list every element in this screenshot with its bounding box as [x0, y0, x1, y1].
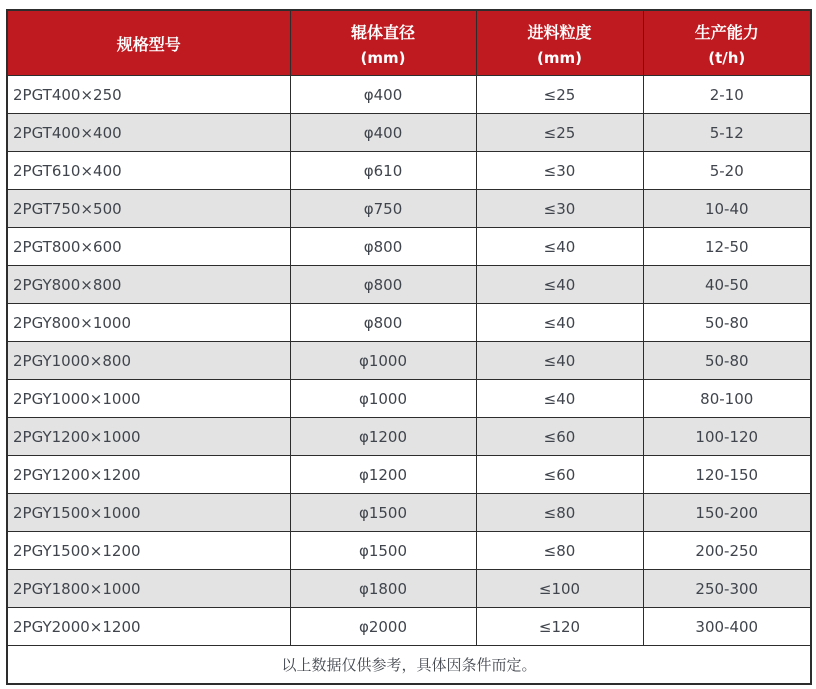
table-footer-note: 以上数据仅供参考，具体因条件而定。 — [7, 646, 811, 685]
table-row — [7, 570, 811, 608]
cell-roller-diameter: φ610 — [290, 152, 476, 190]
column-title: 生产能力 — [694, 22, 759, 42]
table-row — [7, 304, 811, 342]
cell-roller-diameter: φ1800 — [290, 570, 476, 608]
cell-model: 2PGY1800×1000 — [7, 570, 290, 608]
cell-roller-diameter: φ2000 — [290, 608, 476, 646]
table-row — [7, 532, 811, 570]
cell-model: 2PGY1000×1000 — [7, 380, 290, 418]
cell-capacity: 10-40 — [643, 190, 811, 228]
cell-feed-size: ≤25 — [476, 114, 643, 152]
cell-model: 2PGT750×500 — [7, 190, 290, 228]
column-header-0 — [7, 10, 290, 76]
cell-roller-diameter: φ1000 — [290, 342, 476, 380]
cell-capacity: 5-12 — [643, 114, 811, 152]
cell-feed-size: ≤120 — [476, 608, 643, 646]
cell-capacity: 5-20 — [643, 152, 811, 190]
cell-feed-size: ≤40 — [476, 228, 643, 266]
table-row — [7, 152, 811, 190]
cell-feed-size: ≤30 — [476, 190, 643, 228]
cell-capacity: 200-250 — [643, 532, 811, 570]
column-title: 辊体直径 — [350, 22, 415, 42]
cell-feed-size: ≤100 — [476, 570, 643, 608]
cell-roller-diameter: φ750 — [290, 190, 476, 228]
cell-roller-diameter: φ1500 — [290, 532, 476, 570]
spec-table — [6, 9, 812, 685]
cell-feed-size: ≤25 — [476, 76, 643, 114]
cell-feed-size: ≤40 — [476, 304, 643, 342]
cell-model: 2PGT610×400 — [7, 152, 290, 190]
cell-feed-size: ≤80 — [476, 532, 643, 570]
cell-model: 2PGT800×600 — [7, 228, 290, 266]
cell-model: 2PGY1500×1000 — [7, 494, 290, 532]
cell-model: 2PGY800×800 — [7, 266, 290, 304]
table-row — [7, 228, 811, 266]
table-row — [7, 266, 811, 304]
cell-roller-diameter: φ1200 — [290, 418, 476, 456]
cell-capacity: 250-300 — [643, 570, 811, 608]
table-row — [7, 380, 811, 418]
cell-capacity: 150-200 — [643, 494, 811, 532]
cell-model: 2PGY800×1000 — [7, 304, 290, 342]
cell-roller-diameter: φ800 — [290, 304, 476, 342]
table-row — [7, 342, 811, 380]
cell-model: 2PGY1000×800 — [7, 342, 290, 380]
table-row — [7, 608, 811, 646]
cell-roller-diameter: φ1500 — [290, 494, 476, 532]
cell-feed-size: ≤60 — [476, 456, 643, 494]
cell-feed-size: ≤40 — [476, 342, 643, 380]
column-unit: (mm) — [360, 48, 406, 67]
column-title: 规格型号 — [116, 34, 181, 54]
cell-capacity: 300-400 — [643, 608, 811, 646]
table-row — [7, 114, 811, 152]
table-row — [7, 190, 811, 228]
cell-feed-size: ≤60 — [476, 418, 643, 456]
cell-model: 2PGY1200×1200 — [7, 456, 290, 494]
cell-roller-diameter: φ800 — [290, 266, 476, 304]
column-header-1 — [290, 10, 476, 76]
footer-row — [7, 646, 811, 685]
table-row — [7, 76, 811, 114]
table-row — [7, 494, 811, 532]
cell-model: 2PGY1500×1200 — [7, 532, 290, 570]
cell-model: 2PGY2000×1200 — [7, 608, 290, 646]
cell-feed-size: ≤30 — [476, 152, 643, 190]
cell-capacity: 12-50 — [643, 228, 811, 266]
column-title: 进料粒度 — [527, 22, 592, 42]
cell-model: 2PGY1200×1000 — [7, 418, 290, 456]
cell-roller-diameter: φ1000 — [290, 380, 476, 418]
column-header-3 — [643, 10, 811, 76]
cell-roller-diameter: φ1200 — [290, 456, 476, 494]
cell-roller-diameter: φ400 — [290, 114, 476, 152]
cell-roller-diameter: φ800 — [290, 228, 476, 266]
table-row — [7, 418, 811, 456]
cell-model: 2PGT400×250 — [7, 76, 290, 114]
cell-capacity: 40-50 — [643, 266, 811, 304]
cell-feed-size: ≤80 — [476, 494, 643, 532]
column-unit: (t/h) — [708, 48, 746, 67]
cell-capacity: 100-120 — [643, 418, 811, 456]
cell-capacity: 2-10 — [643, 76, 811, 114]
cell-capacity: 50-80 — [643, 304, 811, 342]
cell-roller-diameter: φ400 — [290, 76, 476, 114]
cell-feed-size: ≤40 — [476, 266, 643, 304]
cell-model: 2PGT400×400 — [7, 114, 290, 152]
column-unit: (mm) — [537, 48, 582, 67]
cell-capacity: 120-150 — [643, 456, 811, 494]
cell-feed-size: ≤40 — [476, 380, 643, 418]
table-row — [7, 456, 811, 494]
header-row — [7, 10, 811, 76]
column-header-2 — [476, 10, 643, 76]
cell-capacity: 50-80 — [643, 342, 811, 380]
cell-capacity: 80-100 — [643, 380, 811, 418]
